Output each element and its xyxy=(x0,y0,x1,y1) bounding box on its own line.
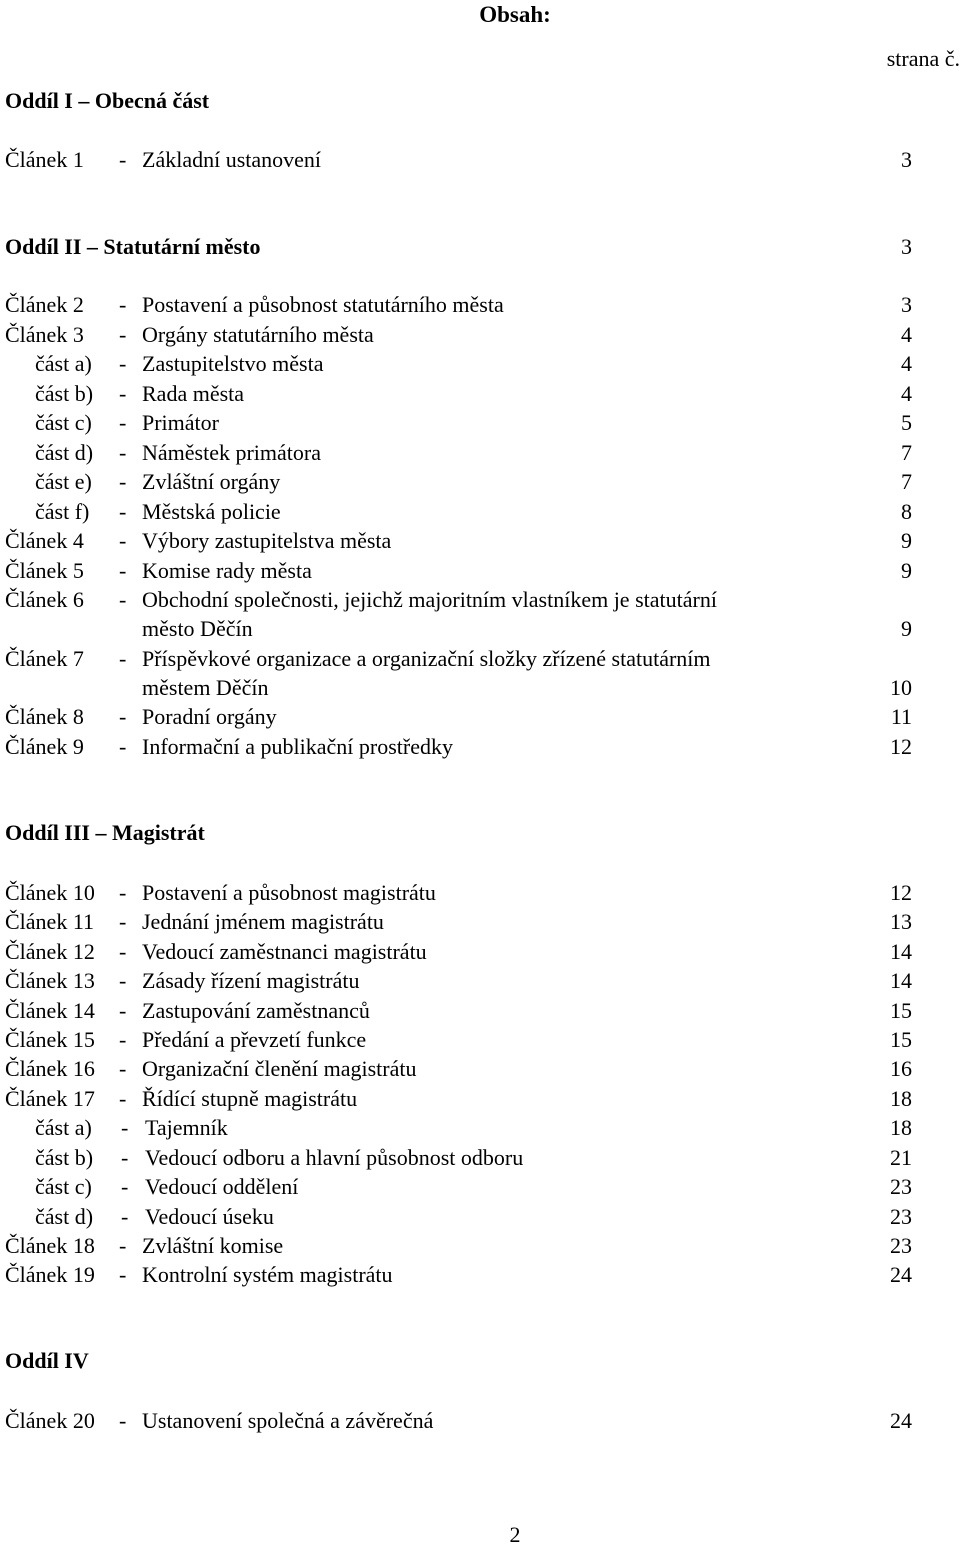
entry-label: Článek 1 xyxy=(5,147,84,172)
entry-label: Článek 16 xyxy=(5,1056,95,1081)
toc-entry xyxy=(5,320,912,349)
entry-page-number: 18 xyxy=(890,1086,912,1111)
entry-title: Komise rady města xyxy=(142,558,312,583)
section-heading: Oddíl III – Magistrát xyxy=(5,820,205,845)
entry-label: část b) xyxy=(35,1145,94,1170)
entry-dash: - xyxy=(119,351,127,376)
entry-page-number: 12 xyxy=(890,880,912,905)
document-title: Obsah: xyxy=(479,2,551,27)
entry-dash: - xyxy=(119,440,127,465)
entry-page-number: 23 xyxy=(890,1233,912,1258)
entry-dash: - xyxy=(119,499,127,524)
entry-label: část e) xyxy=(35,469,92,494)
toc-entry xyxy=(5,1054,912,1083)
entry-page-number: 18 xyxy=(890,1115,912,1140)
entry-dash: - xyxy=(119,587,127,612)
entry-label: Článek 15 xyxy=(5,1027,95,1052)
toc-entry xyxy=(5,1406,912,1435)
toc-subentry xyxy=(5,497,912,526)
entry-title-continued: město Děčín xyxy=(142,616,253,641)
page-column-label: strana č. xyxy=(886,46,960,71)
entry-dash: - xyxy=(119,704,127,729)
entry-label: část d) xyxy=(35,440,94,465)
entry-title: Zastupitelstvo města xyxy=(142,351,324,376)
entry-label: Článek 12 xyxy=(5,939,95,964)
entry-title: Městská policie xyxy=(142,499,281,524)
entry-page-number: 7 xyxy=(901,440,912,465)
entry-page-number: 14 xyxy=(890,968,912,993)
entry-dash: - xyxy=(119,1262,127,1287)
entry-title-continued: městem Děčín xyxy=(142,675,269,700)
entry-page-number: 14 xyxy=(890,939,912,964)
toc-entry xyxy=(5,585,912,641)
entry-dash: - xyxy=(121,1204,129,1229)
entry-dash: - xyxy=(119,1056,127,1081)
entry-dash: - xyxy=(119,1408,127,1433)
entry-label: Článek 9 xyxy=(5,734,84,759)
entry-dash: - xyxy=(121,1115,129,1140)
entry-page-number: 4 xyxy=(901,351,912,376)
entry-label: Článek 17 xyxy=(5,1086,95,1111)
entry-title: Zvláštní komise xyxy=(142,1233,284,1258)
entry-label: Článek 8 xyxy=(5,704,84,729)
toc-subentry xyxy=(5,349,912,378)
entry-dash: - xyxy=(119,322,127,347)
entry-dash: - xyxy=(119,147,127,172)
entry-title: Ustanovení společná a závěrečná xyxy=(142,1408,434,1433)
entry-title: Vedoucí odboru a hlavní působnost odboru xyxy=(145,1145,524,1170)
toc-entry xyxy=(5,526,912,555)
toc-entry xyxy=(5,1260,912,1289)
toc-entry xyxy=(5,907,912,936)
section-heading: Oddíl II – Statutární město xyxy=(5,234,261,259)
toc-entry xyxy=(5,1084,912,1113)
entry-title: Jednání jménem magistrátu xyxy=(142,909,384,934)
entry-dash: - xyxy=(121,1145,129,1170)
entry-dash: - xyxy=(119,292,127,317)
entry-label: část b) xyxy=(35,381,94,406)
toc-entry xyxy=(5,556,912,585)
page-number: 2 xyxy=(509,1522,521,1547)
entry-page-number: 15 xyxy=(890,998,912,1023)
entry-title: Postavení a působnost magistrátu xyxy=(142,880,436,905)
toc-entry xyxy=(5,1025,912,1054)
entry-title: Poradní orgány xyxy=(142,704,277,729)
toc-entry xyxy=(5,732,912,761)
toc-subentry xyxy=(5,408,912,437)
entry-label: Článek 7 xyxy=(5,646,84,671)
entry-dash: - xyxy=(119,968,127,993)
entry-page-number: 7 xyxy=(901,469,912,494)
entry-label: část c) xyxy=(35,1174,92,1199)
entry-dash: - xyxy=(119,646,127,671)
entry-dash: - xyxy=(119,734,127,759)
entry-title: Zastupování zaměstnanců xyxy=(142,998,370,1023)
entry-label: část c) xyxy=(35,410,92,435)
entry-page-number: 21 xyxy=(890,1145,912,1170)
toc-entry xyxy=(5,702,912,731)
entry-page-number: 3 xyxy=(901,147,912,172)
entry-page-number: 11 xyxy=(890,704,912,729)
entry-dash: - xyxy=(119,1027,127,1052)
entry-title: Organizační členění magistrátu xyxy=(142,1056,417,1081)
entry-title: Vedoucí oddělení xyxy=(145,1174,299,1199)
entry-title: Orgány statutárního města xyxy=(142,322,374,347)
entry-dash: - xyxy=(121,1174,129,1199)
entry-page-number: 9 xyxy=(901,616,912,641)
toc-entry xyxy=(5,145,912,174)
entry-page-number: 23 xyxy=(890,1204,912,1229)
toc-subentry xyxy=(5,1113,912,1142)
entry-label: Článek 19 xyxy=(5,1262,95,1287)
entry-page-number: 8 xyxy=(901,499,912,524)
entry-dash: - xyxy=(119,1233,127,1258)
toc-entry xyxy=(5,290,912,319)
entry-label: Článek 14 xyxy=(5,998,95,1023)
entry-label: Článek 4 xyxy=(5,528,84,553)
entry-page-number: 3 xyxy=(901,292,912,317)
toc-subentry xyxy=(5,1172,912,1201)
entry-page-number: 13 xyxy=(890,909,912,934)
entry-page-number: 12 xyxy=(890,734,912,759)
toc-entry xyxy=(5,878,912,907)
entry-page-number: 9 xyxy=(901,528,912,553)
entry-title: Řídící stupně magistrátu xyxy=(142,1086,358,1111)
entry-title: Vedoucí úseku xyxy=(145,1204,274,1229)
entry-page-number: 5 xyxy=(901,410,912,435)
entry-page-number: 24 xyxy=(890,1262,912,1287)
entry-label: část a) xyxy=(35,1115,92,1140)
entry-title: Příspěvkové organizace a organizační složky zřízené statutárním xyxy=(142,646,711,671)
entry-title: Zásady řízení magistrátu xyxy=(142,968,360,993)
entry-dash: - xyxy=(119,998,127,1023)
entry-dash: - xyxy=(119,1086,127,1111)
entry-title: Zvláštní orgány xyxy=(142,469,281,494)
section-heading: Oddíl IV xyxy=(5,1348,89,1373)
entry-label: Článek 13 xyxy=(5,968,95,993)
entry-label: Článek 6 xyxy=(5,587,84,612)
entry-title: Tajemník xyxy=(145,1115,228,1140)
entry-label: část d) xyxy=(35,1204,94,1229)
toc-entry xyxy=(5,937,912,966)
entry-title: Předání a převzetí funkce xyxy=(142,1027,367,1052)
entry-label: Článek 10 xyxy=(5,880,95,905)
entry-dash: - xyxy=(119,381,127,406)
entry-page-number: 16 xyxy=(890,1056,912,1081)
entry-dash: - xyxy=(119,880,127,905)
entry-label: část a) xyxy=(35,351,92,376)
entry-page-number: 24 xyxy=(890,1408,912,1433)
toc-entry xyxy=(5,644,912,700)
toc-entry xyxy=(5,996,912,1025)
entry-page-number: 10 xyxy=(890,675,912,700)
toc-subentry xyxy=(5,438,912,467)
entry-title: Náměstek primátora xyxy=(142,440,321,465)
entry-title: Rada města xyxy=(142,381,245,406)
toc-entry xyxy=(5,966,912,995)
entry-dash: - xyxy=(119,410,127,435)
entry-page-number: 9 xyxy=(901,558,912,583)
entry-title: Informační a publikační prostředky xyxy=(142,734,453,759)
toc-subentry xyxy=(5,1202,912,1231)
entry-page-number: 4 xyxy=(901,381,912,406)
entry-title: Základní ustanovení xyxy=(142,147,322,172)
entry-title: Primátor xyxy=(142,410,219,435)
toc-subentry xyxy=(5,379,912,408)
entry-dash: - xyxy=(119,939,127,964)
entry-label: Článek 3 xyxy=(5,322,84,347)
entry-dash: - xyxy=(119,528,127,553)
section-heading: Oddíl I – Obecná část xyxy=(5,88,210,113)
entry-dash: - xyxy=(119,469,127,494)
entry-title: Vedoucí zaměstnanci magistrátu xyxy=(142,939,427,964)
entry-title: Postavení a působnost statutárního města xyxy=(142,292,504,317)
entry-title: Kontrolní systém magistrátu xyxy=(142,1262,393,1287)
entry-label: Článek 20 xyxy=(5,1408,95,1433)
entry-title: Výbory zastupitelstva města xyxy=(142,528,392,553)
section-page-number: 3 xyxy=(901,234,912,259)
entry-label: Článek 11 xyxy=(5,909,94,934)
entry-dash: - xyxy=(119,909,127,934)
toc-subentry xyxy=(5,467,912,496)
entry-dash: - xyxy=(119,558,127,583)
entry-label: Článek 2 xyxy=(5,292,84,317)
toc-entry xyxy=(5,1231,912,1260)
toc-subentry xyxy=(5,1143,912,1172)
entry-title: Obchodní společnosti, jejichž majoritním vlastníkem je statutární xyxy=(142,587,717,612)
entry-page-number: 15 xyxy=(890,1027,912,1052)
entry-page-number: 23 xyxy=(890,1174,912,1199)
entry-label: Článek 5 xyxy=(5,558,84,583)
entry-page-number: 4 xyxy=(901,322,912,347)
entry-label: část f) xyxy=(35,499,90,524)
entry-label: Článek 18 xyxy=(5,1233,95,1258)
